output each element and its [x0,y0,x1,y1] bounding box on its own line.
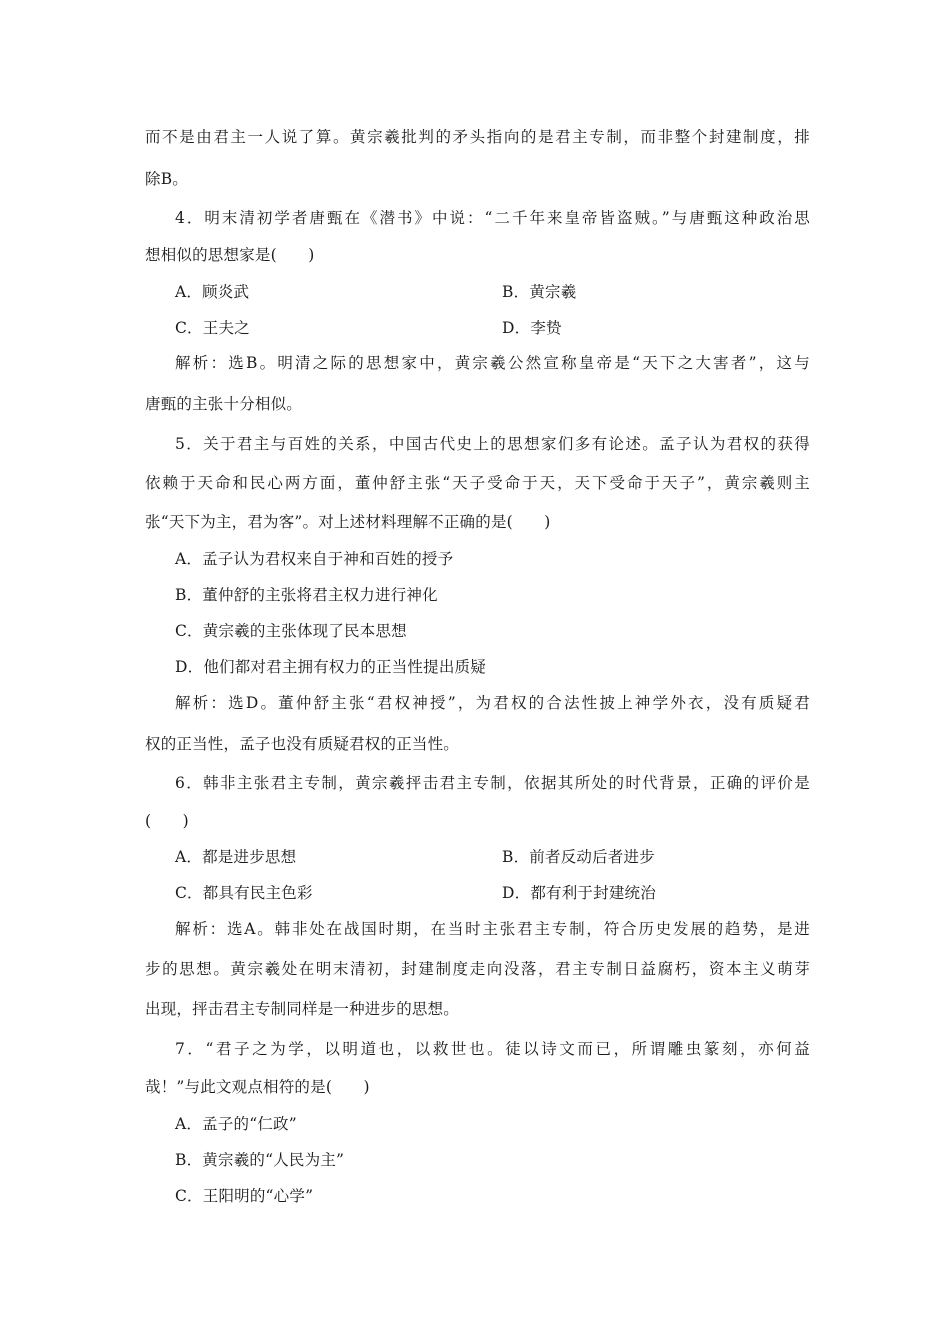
text-line: 除B。 [145,170,188,188]
question-5-analysis: 权的正当性，孟子也没有质疑君权的正当性。 [145,735,460,753]
question-6-stem: 6．韩非主张君主专制，黄宗羲抨击君主专制，依据其所处的时代背景，正确的评价是 [175,774,810,792]
option-b: B．前者反动后者进步 [502,848,655,866]
question-5-stem: 5．关于君主与百姓的关系，中国古代史上的思想家们多有论述。孟子认为君权的获得 [175,435,810,453]
option-d: D．他们都对君主拥有权力的正当性提出质疑 [175,658,486,676]
question-4-analysis: 解析：选B。明清之际的思想家中，黄宗羲公然宣称皇帝是“天下之大害者”，这与 [175,354,810,372]
option-a: A．顾炎武 [175,283,250,301]
question-7-stem: 7．“君子之为学，以明道也，以救世也。徒以诗文而已，所谓雕虫篆刻，亦何益 [175,1040,810,1058]
question-6-analysis: 步的思想。黄宗羲处在明末清初，封建制度走向没落，君主专制日益腐朽，资本主义萌芽 [145,960,810,978]
question-4-options [175,318,562,338]
question-4-options [175,282,577,302]
option-c: C．王夫之 [175,319,250,337]
option-b: B．黄宗羲 [502,283,577,301]
question-4-analysis: 唐甄的主张十分相似。 [145,395,303,413]
question-5-stem: 依赖于天命和民心两方面，董仲舒主张“天子受命于天，天下受命于天子”，黄宗羲则主 [145,474,810,492]
question-5-stem: 张“天下为主，君为客”。对上述材料理解不正确的是( ) [145,513,551,531]
question-6-options [175,883,656,903]
question-7-stem: 哉！”与此文观点相符的是( ) [145,1078,370,1096]
option-a: A．孟子认为君权来自于神和百姓的授予 [175,550,454,568]
question-6-analysis: 出现，抨击君主专制同样是一种进步的思想。 [145,1000,460,1018]
option-a: A．孟子的“仁政” [175,1115,297,1133]
option-c: C．都具有民主色彩 [175,884,313,902]
option-b: B．黄宗羲的“人民为主” [175,1151,345,1169]
option-c: C．黄宗羲的主张体现了民本思想 [175,622,407,640]
option-c: C．王阳明的“心学” [175,1187,314,1205]
option-d: D．都有利于封建统治 [502,884,656,902]
option-a: A．都是进步思想 [175,848,297,866]
question-4-stem: 4．明末清初学者唐甄在《潜书》中说：“二千年来皇帝皆盗贼。”与唐甄这种政治思 [175,209,810,227]
question-6-analysis: 解析：选A。韩非处在战国时期，在当时主张君主专制，符合历史发展的趋势，是进 [175,920,810,938]
question-6-stem: ( ) [145,812,189,830]
question-4-stem: 想相似的思想家是( ) [145,246,315,264]
question-6-options [175,847,655,867]
option-b: B．董仲舒的主张将君主权力进行神化 [175,586,438,604]
option-d: D．李贽 [502,319,562,337]
text-line: 而不是由君主一人说了算。黄宗羲批判的矛头指向的是君主专制，而非整个封建制度，排 [145,128,810,146]
question-5-analysis: 解析：选D。董仲舒主张“君权神授”，为君权的合法性披上神学外衣，没有质疑君 [175,694,810,712]
